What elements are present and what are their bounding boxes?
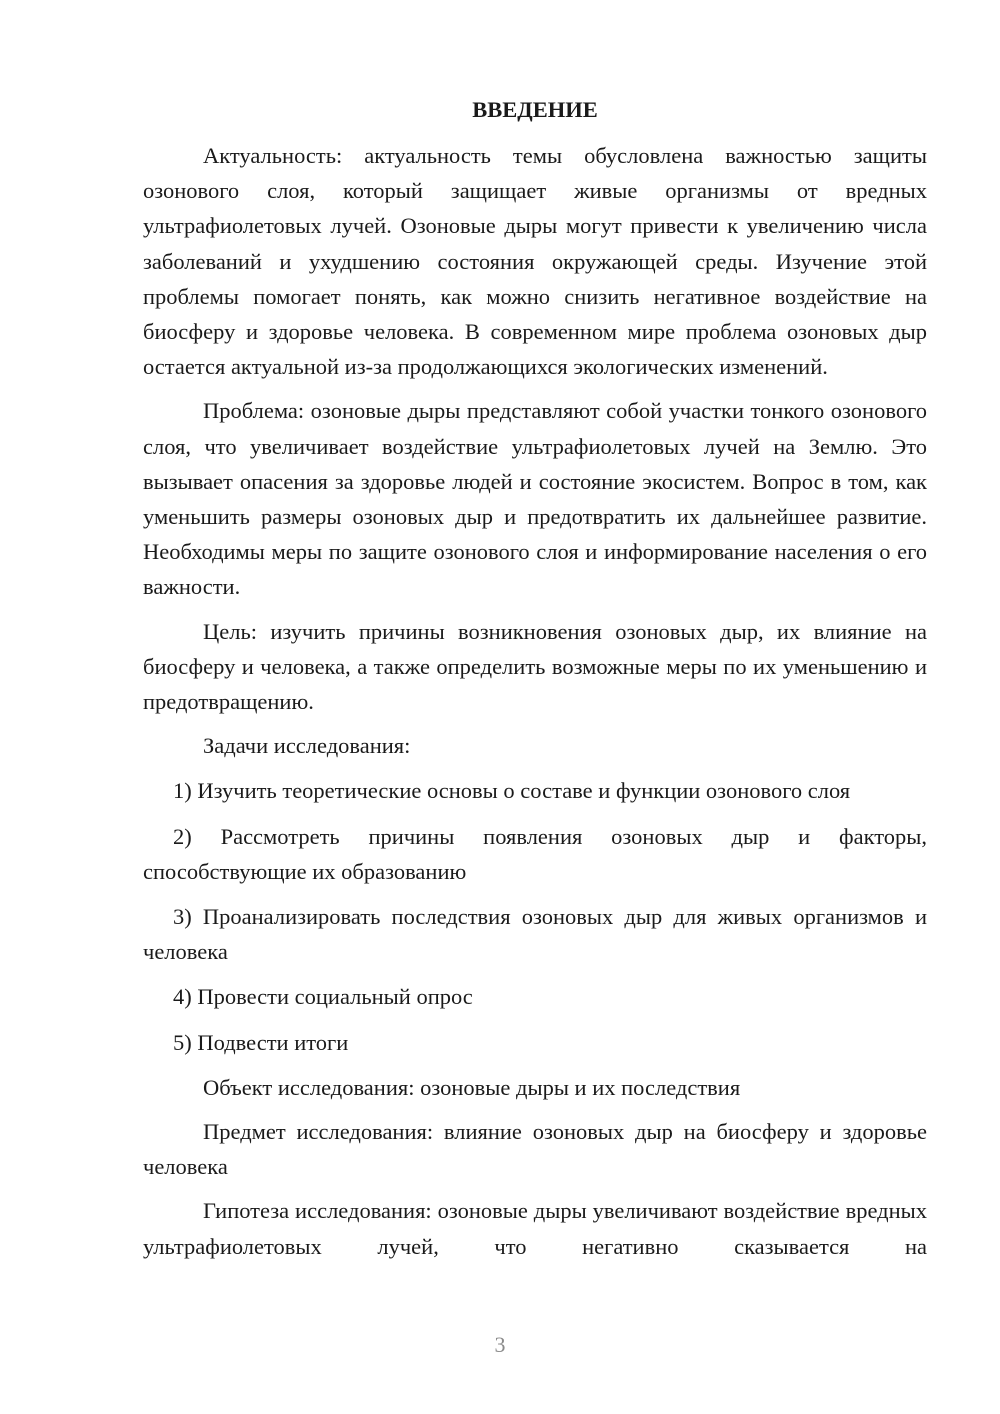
tasks-heading: Задачи исследования:	[203, 733, 411, 759]
task-item-2: 2) Рассмотреть причины появления озоновых дыр и факторы, способствующие их образованию	[143, 823, 927, 884]
task-item-4: 4) Провести социальный опрос	[173, 984, 473, 1010]
goal-paragraph: Цель: изучить причины возникновения озоновых дыр, их влияние на биосферу и человека, а также определить возможные меры по их уменьшению и предотвращению.	[143, 618, 927, 715]
relevance-paragraph: Актуальность: актуальность темы обусловлена важностью защиты озонового слоя, который защищает живые организмы от вредных ультрафиолетовых лучей. Озоновые дыры могут привести к увеличению числа заболеваний и ухудшению состояния окружающей среды. Изучение этой проблемы помогает понять, как можно снизить негативное воздействие на биосферу и здоровье человека. В современном мире проблема озоновых дыр остается актуальной из-за продолжающихся экологических изменений.	[143, 143, 927, 380]
document-page	[143, 92, 927, 1273]
subject-paragraph: Предмет исследования: влияние озоновых дыр на биосферу и здоровье человека	[143, 1119, 927, 1180]
section-title: ВВЕДЕНИЕ	[472, 97, 598, 122]
page-number: 3	[494, 1332, 506, 1357]
hypothesis-paragraph: Гипотеза исследования: озоновые дыры увеличивают воздействие вредных ультрафиолетовых лучей, что негативно сказывается на	[143, 1198, 927, 1259]
problem-paragraph: Проблема: озоновые дыры представляют собой участки тонкого озонового слоя, что увеличивает воздействие ультрафиолетовых лучей на Землю. Это вызывает опасения за здоровье людей и состояние экосистем. Вопрос в том, как уменьшить размеры озоновых дыр и предотвратить их дальнейшее развитие. Необходимы меры по защите озонового слоя и информирование населения о его важности.	[143, 398, 927, 600]
object-paragraph: Объект исследования: озоновые дыры и их последствия	[203, 1074, 741, 1100]
task-item-1: 1) Изучить теоретические основы о составе и функции озонового слоя	[173, 778, 851, 804]
task-item-5: 5) Подвести итоги	[173, 1029, 349, 1055]
task-item-3: 3) Проанализировать последствия озоновых дыр для живых организмов и человека	[143, 904, 927, 965]
